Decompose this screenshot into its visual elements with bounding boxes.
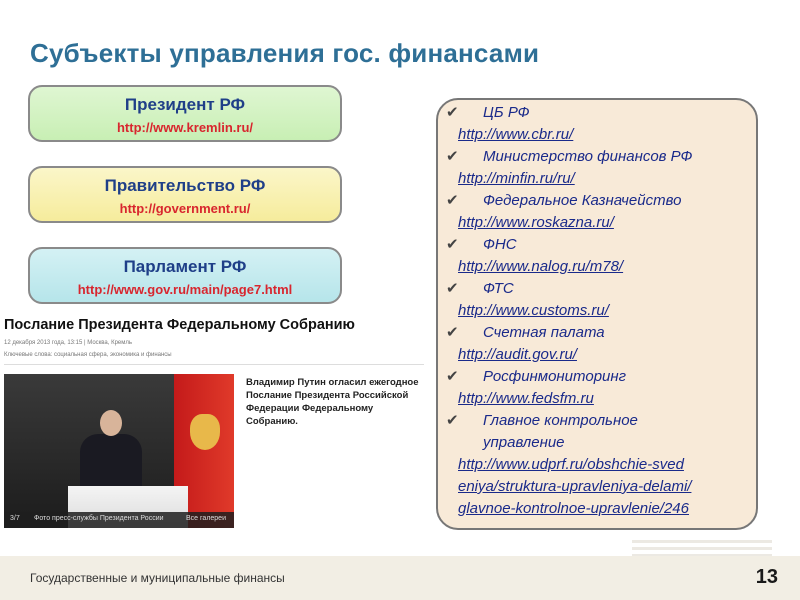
agency-link[interactable]	[458, 256, 692, 278]
checkmark-icon: ✔	[446, 148, 459, 165]
agency-url[interactable]: glavnoe-kontrolnoe-upravlenie/246	[458, 500, 689, 517]
agencies-list	[446, 102, 693, 520]
government-box	[28, 166, 342, 223]
president-label: Президент РФ	[124, 95, 246, 114]
photo-all-galleries[interactable]: Все галереи	[186, 515, 226, 522]
government-label: Правительство РФ	[104, 176, 266, 195]
agency-url[interactable]: eniya/struktura-upravleniya-delami/	[458, 478, 692, 495]
agency-item	[446, 278, 692, 300]
agency-label: Росфинмониторинг	[483, 368, 627, 385]
news-headline: Послание Президента Федеральному Собранию	[4, 317, 355, 333]
agency-link[interactable]	[458, 124, 692, 146]
checkmark-icon: ✔	[446, 192, 459, 209]
photo-credit: Фото пресс-службы Президента России	[34, 515, 164, 522]
president-box	[28, 85, 342, 142]
agency-item-continued	[458, 432, 692, 454]
agency-link[interactable]	[458, 300, 692, 322]
agency-item	[446, 322, 692, 344]
slide-title: Субъекты управления гос. финансами	[30, 38, 540, 68]
coat-of-arms-icon	[190, 414, 220, 450]
agency-item	[446, 190, 692, 212]
agency-item	[446, 102, 692, 124]
agency-link[interactable]	[458, 498, 692, 520]
news-keywords: Ключевые слова: социальная сфера, экономика и финансы	[4, 352, 172, 358]
government-link[interactable]: http://government.ru/	[119, 201, 251, 216]
agency-label: управление	[483, 434, 565, 451]
agency-link[interactable]	[458, 476, 692, 498]
news-screenshot	[0, 312, 428, 534]
news-photo	[4, 374, 234, 528]
agency-label: ФТС	[483, 280, 514, 297]
agency-label: Счетная палата	[483, 324, 605, 341]
agency-link[interactable]	[458, 388, 692, 410]
agency-url[interactable]: http://audit.gov.ru/	[458, 346, 577, 363]
agency-label: Федеральное Казначейство	[483, 192, 682, 209]
agency-url[interactable]: http://www.cbr.ru/	[458, 126, 574, 143]
photo-counter: 3/7	[10, 515, 20, 522]
agency-link[interactable]	[458, 212, 692, 234]
photo-caption-bar	[4, 512, 234, 528]
agency-label: ЦБ РФ	[483, 104, 530, 121]
news-caption: Владимир Путин огласил ежегодное Послание Президента Российской Федерации Федеральному Собранию.	[246, 377, 419, 427]
parliament-link[interactable]: http://www.gov.ru/main/page7.html	[77, 282, 293, 297]
agency-url[interactable]: http://minfin.ru/ru/	[458, 170, 575, 187]
president-link[interactable]: http://www.kremlin.ru/	[116, 120, 254, 135]
agency-url[interactable]: http://www.roskazna.ru/	[458, 214, 614, 231]
checkmark-icon: ✔	[446, 236, 459, 253]
news-divider	[4, 364, 424, 365]
agency-item	[446, 146, 693, 168]
agency-label: ФНС	[483, 236, 517, 253]
checkmark-icon: ✔	[446, 280, 459, 297]
page-number: 13	[755, 566, 778, 588]
agency-item	[446, 410, 692, 432]
footer	[0, 556, 800, 600]
speaker-head	[100, 410, 122, 436]
agency-link[interactable]	[458, 344, 692, 366]
agency-link[interactable]	[458, 454, 692, 476]
checkmark-icon: ✔	[446, 368, 459, 385]
agency-item	[446, 366, 692, 388]
checkmark-icon: ✔	[446, 104, 459, 121]
agency-url[interactable]: http://www.nalog.ru/m78/	[458, 258, 624, 275]
agency-url[interactable]: http://www.fedsfm.ru	[458, 390, 594, 407]
parliament-label: Парламент РФ	[123, 257, 247, 276]
agency-url[interactable]: http://www.udprf.ru/obshchie-sved	[458, 456, 684, 473]
agency-item	[446, 234, 692, 256]
parliament-box	[28, 247, 342, 304]
agency-label: Главное контрольное	[483, 412, 638, 429]
checkmark-icon: ✔	[446, 412, 459, 429]
agency-label: Министерство финансов РФ	[483, 148, 693, 165]
agency-link[interactable]	[458, 168, 692, 190]
footer-text: Государственные и муниципальные финансы	[30, 571, 285, 585]
news-meta: 12 декабря 2013 года, 13:15 | Москва, Кремль	[4, 340, 132, 346]
checkmark-icon: ✔	[446, 324, 459, 341]
agency-url[interactable]: http://www.customs.ru/	[458, 302, 609, 319]
